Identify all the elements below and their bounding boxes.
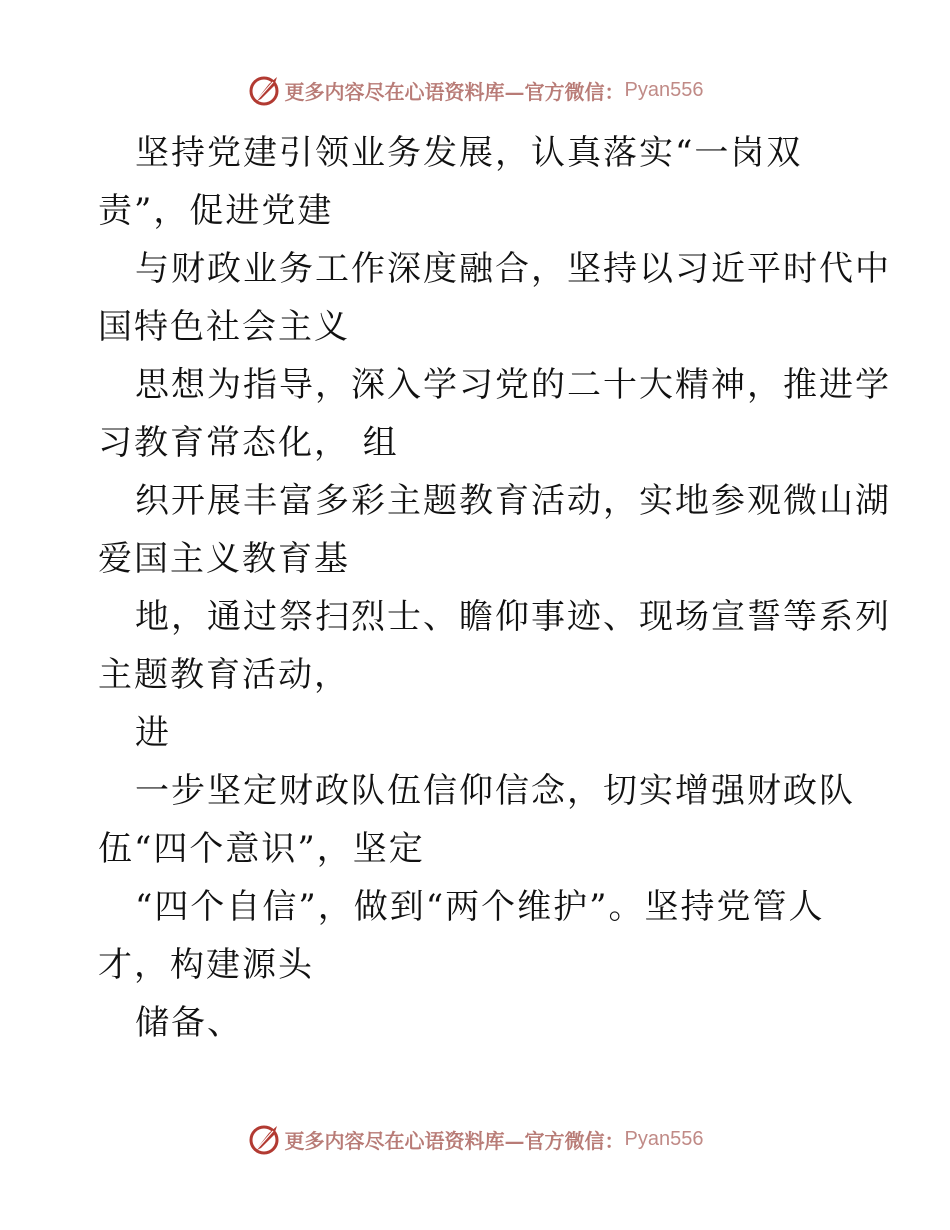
body-line: 储备、 (135, 1003, 243, 1043)
body-line: 织开展丰富多彩主题教育活动，实地参观微山湖 (135, 481, 891, 521)
body-line: 伍“四个意识”，坚定 (98, 829, 425, 869)
body-line: 爱国主义教育基 (98, 539, 350, 579)
body-line: 才，构建源头 (98, 945, 314, 985)
header-watermark (0, 72, 950, 108)
body-line: “四个自信”，做到“两个维护”。坚持党管人 (135, 887, 825, 927)
body-line: 国特色社会主义 (98, 307, 350, 347)
footer-watermark-handle: Pyan556 (624, 1127, 704, 1150)
body-line: 主题教育活动， (98, 655, 350, 695)
body-line: 一步坚定财政队伍信仰信念，切实增强财政队 (135, 771, 855, 811)
body-line: 责”，促进党建 (98, 191, 334, 231)
footer-watermark (0, 1121, 950, 1157)
quill-logo-icon (247, 1121, 283, 1157)
header-watermark-handle: Pyan556 (624, 78, 704, 101)
footer-watermark-text: 更多内容尽在心语资料库—官方微信： (284, 1128, 625, 1153)
document-body (98, 124, 891, 1052)
body-line: 坚持党建引领业务发展，认真落实“一岗双 (135, 133, 803, 173)
body-line: 思想为指导，深入学习党的二十大精神，推进学 (135, 365, 891, 405)
header-watermark-text: 更多内容尽在心语资料库—官方微信： (284, 79, 625, 104)
body-line: 进 (135, 713, 171, 753)
body-line: 习教育常态化， 组 (98, 423, 399, 463)
body-line: 地，通过祭扫烈士、瞻仰事迹、现场宣誓等系列 (135, 597, 891, 637)
body-line: 与财政业务工作深度融合，坚持以习近平时代中 (135, 249, 891, 289)
quill-logo-icon (247, 72, 283, 108)
